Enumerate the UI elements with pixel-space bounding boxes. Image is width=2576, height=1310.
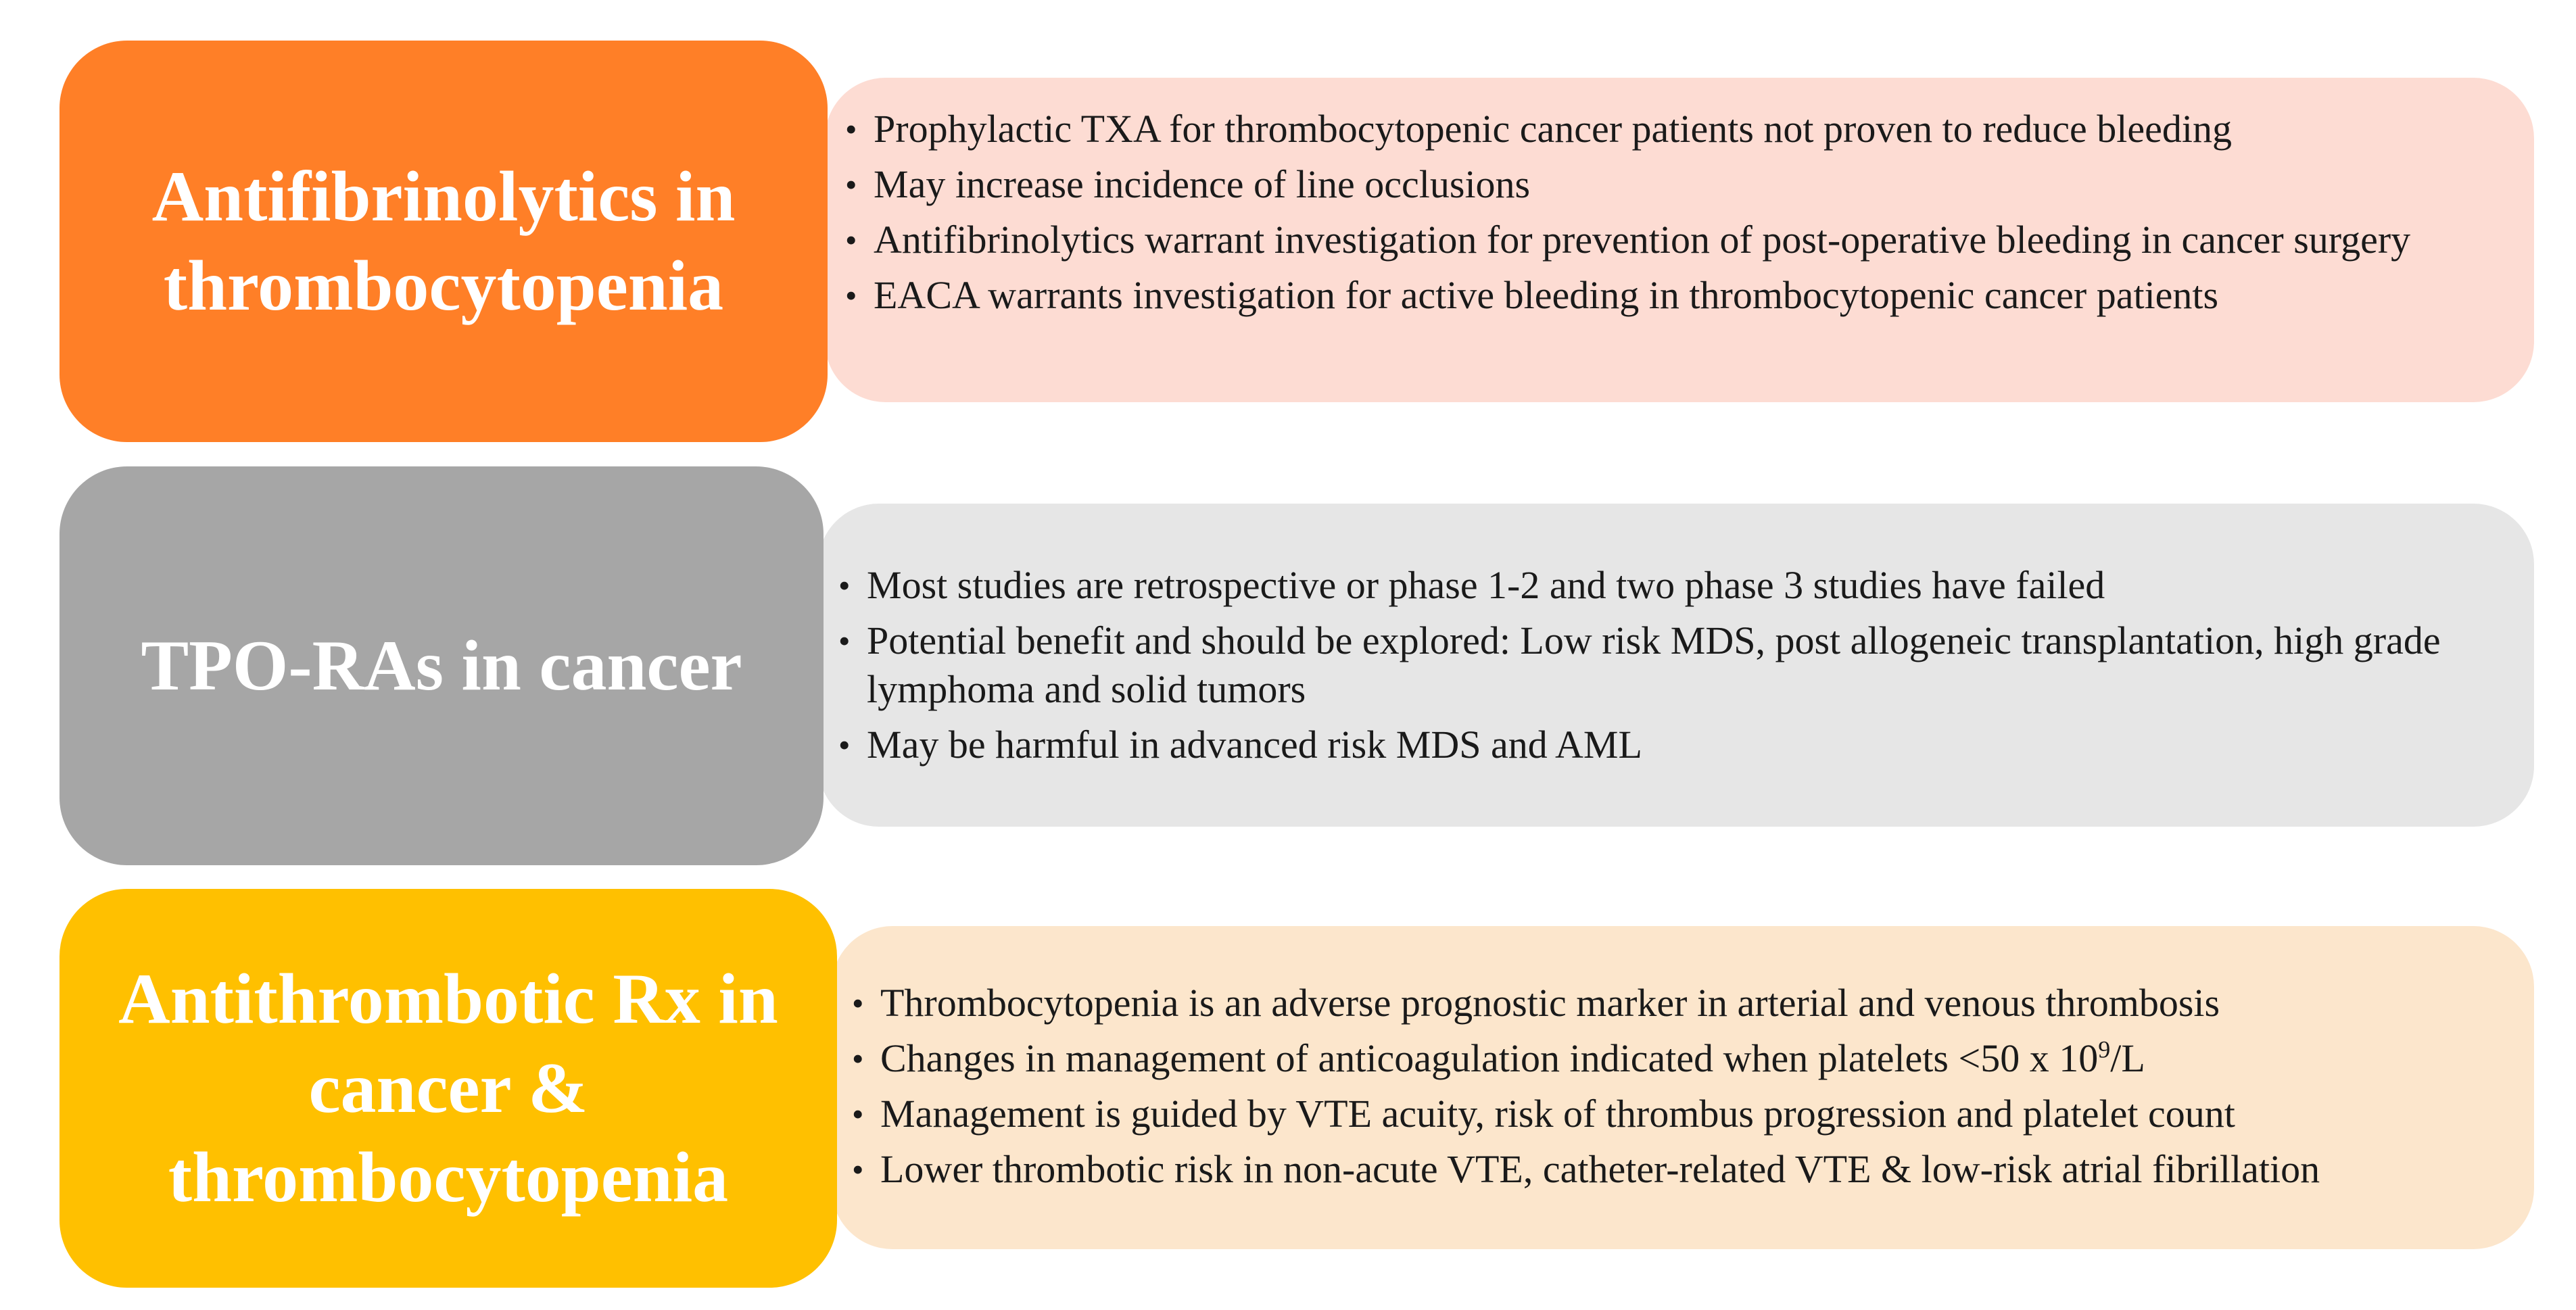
bullet-dot: • [845,166,857,203]
bullet-text: Changes in management of anticoagulation indicated when platelets <50 x 10 [880,1036,2099,1080]
list-item [845,105,2508,153]
list-item [852,1090,2515,1138]
bullet-dot: • [852,1095,864,1133]
antithrombotic-title-box [59,889,837,1288]
bullet-text: May increase incidence of line occlusions [874,162,1531,206]
bullet-dot: • [838,726,851,764]
bullet-dot: • [852,1150,864,1188]
bullet-dot: • [838,622,851,660]
list-item [845,216,2508,264]
bullet-text: Antifibrinolytics warrant investigation for prevention of post-operative bleeding in cancer surgery [874,218,2411,262]
list-item [845,271,2508,320]
bullet-dot: • [845,276,857,314]
bullet-dot: • [845,110,857,148]
antifibrinolytics-bullet-list [845,105,2508,326]
antithrombotic-title: Antithrombotic Rx in cancer & thrombocytopenia [118,959,778,1217]
tpo-ras-bullet-list [838,561,2502,776]
tpo-ras-title: TPO-RAs in cancer [141,626,742,705]
bullet-text: Prophylactic TXA for thrombocytopenic cancer patients not proven to reduce bleeding [874,107,2232,151]
bullet-text: Potential benefit and should be explored: Low risk MDS, post allogeneic transplantation, high grade lymphoma and solid tumors [867,618,2441,711]
list-item [838,616,2502,714]
bullet-text: May be harmful in advanced risk MDS and AML [867,723,1642,767]
antifibrinolytics-panel [825,78,2534,402]
bullet-dot: • [852,1040,864,1077]
bullet-text: Most studies are retrospective or phase 1-2 and two phase 3 studies have failed [867,563,2105,607]
antithrombotic-bullet-list [852,979,2515,1200]
bullet-suffix: /L [2110,1036,2145,1080]
antifibrinolytics-title: Antifibrinolytics in thrombocytopenia [151,157,736,325]
list-item [852,1145,2515,1194]
bullet-text: EACA warrants investigation for active bleeding in thrombocytopenic cancer patients [874,273,2219,317]
list-item [852,979,2515,1027]
bullet-dot: • [845,221,857,259]
tpo-ras-title-box [59,466,824,865]
bullet-text: Management is guided by VTE acuity, risk of thrombus progression and platelet count [880,1092,2235,1136]
list-item [838,721,2502,769]
list-item [845,160,2508,209]
bullet-text: Thrombocytopenia is an adverse prognostic marker in arterial and venous thrombosis [880,981,2220,1025]
antifibrinolytics-title-box [59,41,828,442]
tpo-ras-panel [818,504,2534,827]
antithrombotic-panel [832,926,2534,1249]
bullet-dot: • [838,566,851,604]
list-item [852,1034,2515,1083]
bullet-superscript: 9 [2098,1036,2111,1063]
bullet-dot: • [852,984,864,1022]
bullet-text: Lower thrombotic risk in non-acute VTE, catheter-related VTE & low-risk atrial fibrillation [880,1147,2320,1191]
list-item [838,561,2502,610]
